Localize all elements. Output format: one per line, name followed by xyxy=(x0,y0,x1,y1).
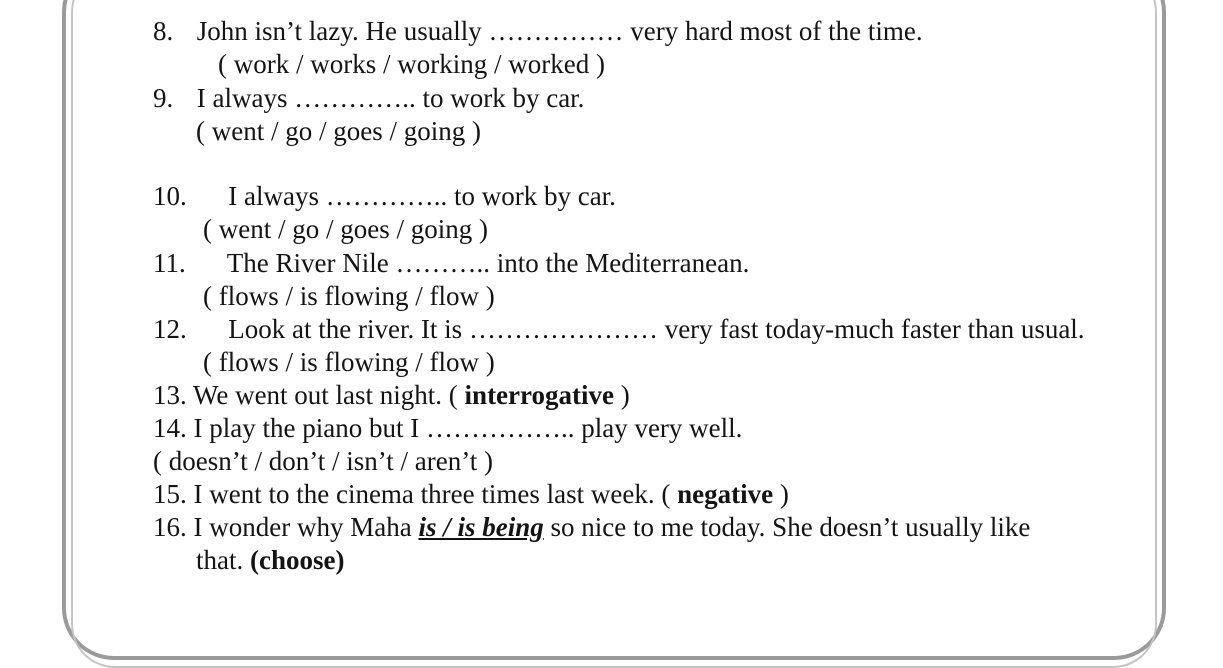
question-text: I went to the cinema three times last week. ( xyxy=(193,479,678,509)
question-number: 16. xyxy=(153,512,187,542)
question-text-end: to work by car. xyxy=(447,181,616,211)
question-15 xyxy=(153,478,789,510)
answer-blank[interactable]: ……….. xyxy=(395,248,490,278)
question-12-options: ( flows / is flowing / flow ) xyxy=(203,347,495,377)
question-13 xyxy=(153,379,630,411)
question-text: that. xyxy=(196,545,250,575)
question-text: The River Nile xyxy=(226,248,396,278)
question-14 xyxy=(153,412,742,444)
question-text: I always xyxy=(228,181,326,211)
question-text-end: so nice to me today. She doesn’t usually like xyxy=(543,512,1031,542)
question-8 xyxy=(153,15,923,47)
question-16-continuation xyxy=(196,544,344,576)
question-10-options: ( went / go / goes / going ) xyxy=(203,214,488,244)
answer-blank[interactable]: …………….. xyxy=(425,413,575,443)
question-text-end: very fast today-much faster than usual. xyxy=(657,314,1085,344)
question-number: 15. xyxy=(153,479,187,509)
question-text-end: ) xyxy=(614,380,630,410)
question-text-end: to work by car. xyxy=(415,83,585,113)
question-9 xyxy=(153,82,584,114)
answer-blank[interactable]: ………….. xyxy=(294,83,416,113)
question-14-options: ( doesn’t / don’t / isn’t / aren’t ) xyxy=(153,446,493,476)
question-number: 8. xyxy=(153,16,174,46)
question-8-options: ( work / works / working / worked ) xyxy=(218,49,605,79)
question-text-end: ) xyxy=(773,479,789,509)
question-text: I always xyxy=(196,83,295,113)
question-number: 14. xyxy=(153,413,187,443)
question-16 xyxy=(153,511,1030,543)
answer-blank[interactable]: ………………… xyxy=(468,314,658,344)
question-number: 13. xyxy=(153,380,187,410)
question-text-end: very hard most of the time. xyxy=(623,16,923,46)
question-number: 10. xyxy=(153,181,187,211)
question-text: I wonder why Maha xyxy=(193,512,419,542)
question-text-end: into the Mediterranean. xyxy=(489,248,750,278)
question-12 xyxy=(153,313,1085,345)
question-10 xyxy=(153,180,616,212)
choice-options[interactable]: is / is being xyxy=(418,512,544,542)
answer-blank[interactable]: ………….. xyxy=(325,181,448,211)
answer-blank[interactable]: …………… xyxy=(488,16,624,46)
question-number: 9. xyxy=(153,83,174,113)
question-number: 12. xyxy=(153,314,187,344)
question-number: 11. xyxy=(153,248,186,278)
instruction-label: negative xyxy=(677,479,774,509)
question-text-end: play very well. xyxy=(574,413,743,443)
instruction-label: (choose) xyxy=(250,545,345,575)
instruction-label: interrogative xyxy=(464,380,614,410)
question-text: John isn’t lazy. He usually xyxy=(196,16,489,46)
question-text: We went out last night. ( xyxy=(193,380,465,410)
question-11 xyxy=(153,247,749,279)
question-text: I play the piano but I xyxy=(193,413,426,443)
question-9-options: ( went / go / goes / going ) xyxy=(196,116,481,146)
question-11-options: ( flows / is flowing / flow ) xyxy=(203,281,495,311)
question-text: Look at the river. It is xyxy=(228,314,469,344)
